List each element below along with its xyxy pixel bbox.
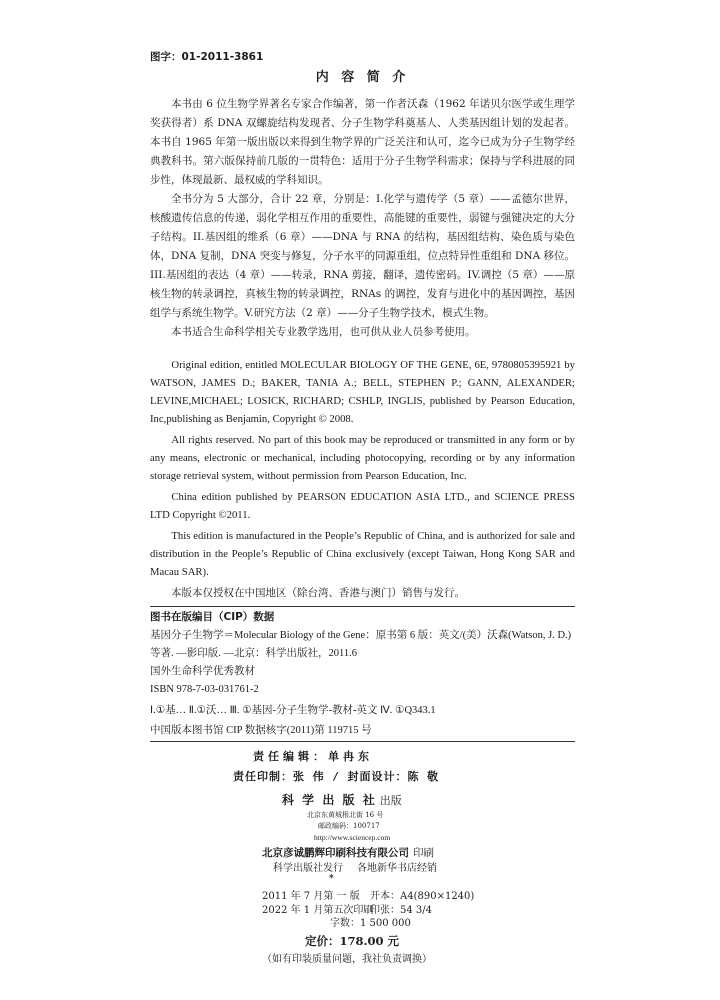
cip-series: 国外生命科学优秀教材 bbox=[150, 666, 255, 677]
intro-section bbox=[150, 95, 575, 342]
printer-suffix: 印刷 bbox=[413, 847, 434, 859]
license-paragraph: Original edition, entitled MOLECULAR BIOLOGY OF THE GENE, 6E, 9780805395921 by WATSON, JAMES D.; BAKER, TANIA A.; BELL, STEPHEN P.; GANN, ALEXANDER; LEVINE,MICHAEL; LOSICK, RICHARD; CSHLP, INGLIS, published by Pearson Education, Inc,publishing as Benjamin, Copyright © 2008. bbox=[150, 359, 575, 425]
edition-line bbox=[262, 890, 474, 904]
word-count: 字数：1 500 000 bbox=[330, 918, 411, 929]
permit-number: 图字：01-2011-3861 bbox=[150, 51, 264, 63]
intro-paragraph: 本书由 6 位生物学界著名专家合作编著，第一作者沃森（1962 年诺贝尔医学或生理学奖获得者）系 DNA 双螺旋结构发现者、分子生物学科奠基人、人类基因组计划的发起者。本书自 1965 年第一版出版以来得到生物学界的广泛关注和认可，迄今已成为分子生物学经典教科书。第六版保持前几版的一贯特色：适用于分子生物学科需求；保持与学科进展的同步性，体现最新、最权威的学科知识。 bbox=[150, 98, 575, 186]
printer-line bbox=[262, 846, 434, 860]
cip-classification: Ⅰ.①基… Ⅱ.①沃… Ⅲ. ①基因-分子生物学-教材-英文 Ⅳ. ①Q343.1 bbox=[150, 705, 436, 716]
separator-star: * bbox=[329, 874, 334, 884]
divider-bottom bbox=[150, 741, 575, 742]
cip-heading: 图书在版编目（CIP）数据 bbox=[150, 611, 275, 623]
responsible-editor: 责任编辑：单冉东 bbox=[253, 750, 373, 763]
license-paragraph: All rights reserved. No part of this book may be reproduced or transmitted in any form or by any means, electronic or mechanical, including photocopying, recording or by any information storage retrieval system, without permission from Pearson Education, Inc. bbox=[150, 434, 575, 482]
license-paragraph: This edition is manufactured in the People’s Republic of China, and is authorized for sale and distribution in the People’s Republic of China exclusively (except Taiwan, Hong Kong SAR and Macau SAR). bbox=[150, 530, 575, 578]
publisher-suffix: 出版 bbox=[379, 794, 402, 807]
license-paragraph-chinese: 本版本仅授权在中国地区（除台湾、香港与澳门）销售与发行。 bbox=[171, 587, 465, 599]
distribution-publisher: 科学出版社发行 bbox=[273, 863, 343, 874]
distribution-line bbox=[273, 862, 437, 876]
quality-note: （如有印装质量问题，我社负责调换） bbox=[262, 954, 432, 965]
publisher-line bbox=[282, 792, 402, 809]
publisher-name: 科 学 出 版 社 bbox=[282, 793, 377, 807]
license-section bbox=[150, 356, 575, 606]
publisher-address: 北京东黄城根北街 16 号 bbox=[307, 811, 384, 819]
divider-top bbox=[150, 606, 575, 607]
cip-isbn: ISBN 978-7-03-031761-2 bbox=[150, 684, 259, 695]
printed-sheets: 印张：54 3/4 bbox=[370, 905, 432, 916]
cip-record: 中国版本图书馆 CIP 数据核字(2011)第 119715 号 bbox=[150, 725, 372, 736]
intro-paragraph: 全书分为 5 大部分，合计 22 章，分别是：I.化学与遗传学（5 章）——孟德尔世界，核酸遗传信息的传递，弱化学相互作用的重要性，高能键的重要性，弱键与强键决定的大分子结构。II.基因组的维系（6 章）——DNA 与 RNA 的结构，基因组结构、染色质与染色体，DNA 复制，DNA 突变与修复，分子水平的同源重组，位点特异性重组和 DNA 移位。III.基因组的表达（4 章）——转录，RNA 剪接，翻译，遗传密码。IV.调控（5 章）——原核生物的转录调控，真核生物的转录调控，RNAs 的调控，发育与进化中的基因调控，基因组学与系统生物学。V.研究方法（2 章）——分子生物学技术，模式生物。 bbox=[150, 193, 575, 319]
page-title: 内 容 简 介 bbox=[315, 70, 410, 85]
distribution-retail: 各地新华书店经销 bbox=[357, 863, 437, 874]
production-credits: 责任印制：张 伟 / 封面设计：陈 敬 bbox=[233, 770, 440, 783]
printer-name: 北京彦诚鹏辉印刷科技有限公司 bbox=[262, 847, 409, 859]
publisher-website: http://www.sciencep.com bbox=[314, 833, 391, 842]
printing-line bbox=[262, 904, 432, 918]
price: 定价：178.00 元 bbox=[305, 934, 400, 948]
cip-section bbox=[150, 609, 575, 740]
printing-date: 2022 年 1 月第五次印刷 bbox=[262, 905, 374, 916]
book-format: 开本：A4(890×1240) bbox=[370, 891, 475, 902]
edition-date: 2011 年 7 月第 一 版 bbox=[262, 891, 360, 902]
license-paragraph: China edition published by PEARSON EDUCATION ASIA LTD., and SCIENCE PRESS LTD Copyright ©2011. bbox=[150, 491, 575, 521]
publisher-postcode: 邮政编码：100717 bbox=[318, 822, 380, 830]
intro-paragraph: 本书适合生命科学相关专业教学选用，也可供从业人员参考使用。 bbox=[171, 326, 476, 338]
cip-entry: 基因分子生物学＝Molecular Biology of the Gene：原书第 6 版：英文/(美）沃森(Watson, J. D.)等著. —影印版. —北京：科学出版社，2011.6 bbox=[150, 630, 572, 659]
